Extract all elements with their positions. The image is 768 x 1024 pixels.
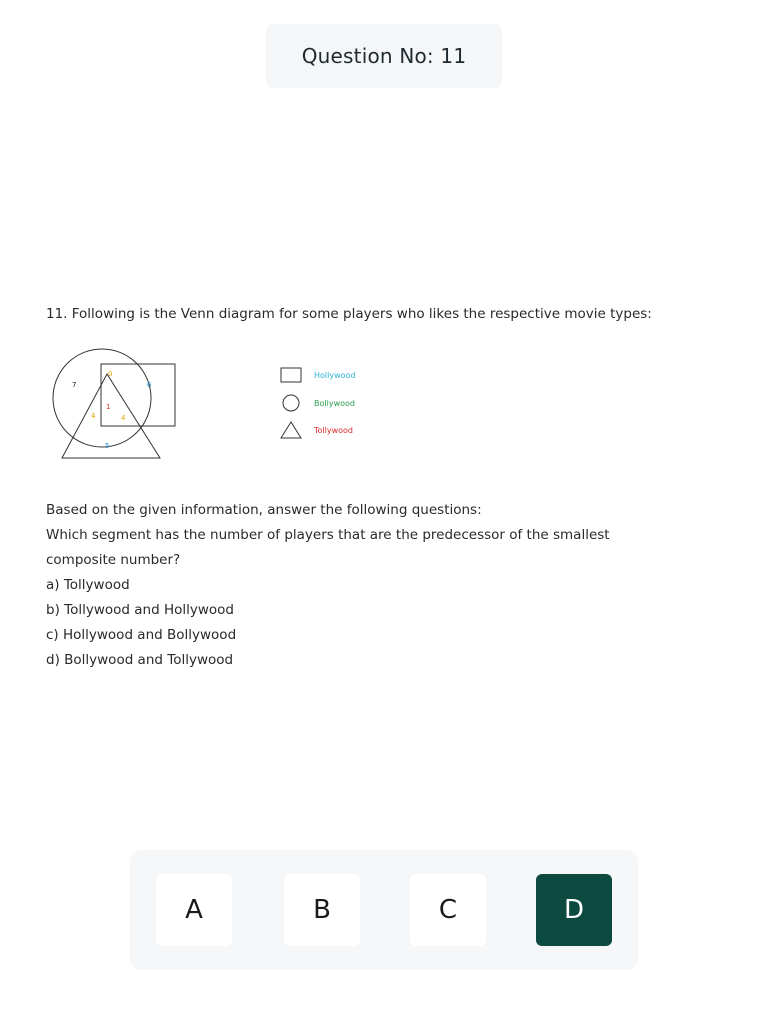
question-number-header	[266, 24, 502, 88]
question-body	[46, 498, 726, 673]
option-text-d: d) Bollywood and Tollywood	[46, 652, 234, 668]
option-text-b: b) Tollywood and Hollywood	[46, 602, 234, 618]
region-bollywood-only: 7	[72, 381, 77, 389]
tollywood-triangle	[62, 374, 160, 458]
region-hollywood-bollywood: 0	[108, 370, 113, 378]
region-tollywood-only: 5	[105, 442, 110, 450]
answer-button-b[interactable]: B	[284, 874, 360, 946]
answer-button-a[interactable]: A	[156, 874, 232, 946]
answer-button-d[interactable]: D	[536, 874, 612, 946]
region-hollywood-only: 6	[147, 381, 152, 389]
region-all-three: 1	[106, 403, 111, 411]
circle-icon	[283, 395, 299, 411]
question-line-1: Which segment has the number of players that are the predecessor of the smallest	[46, 527, 610, 543]
instruction-line: Based on the given information, answer the following questions:	[46, 502, 482, 518]
legend-hollywood: Hollywood	[314, 371, 356, 380]
answer-button-c[interactable]: C	[410, 874, 486, 946]
question-number-label: Question No: 11	[301, 44, 467, 68]
triangle-icon	[281, 422, 301, 438]
venn-diagram	[44, 346, 184, 464]
question-intro: 11. Following is the Venn diagram for some players who likes the respective movie types:	[46, 306, 652, 322]
legend-tollywood: Tollywood	[314, 426, 354, 435]
answer-panel	[130, 850, 638, 970]
option-text-a: a) Tollywood	[46, 577, 130, 593]
venn-legend	[280, 363, 390, 443]
region-bollywood-tollywood: 4	[91, 412, 96, 420]
region-hollywood-tollywood: 4	[121, 414, 126, 422]
option-text-c: c) Hollywood and Bollywood	[46, 627, 237, 643]
square-icon	[281, 368, 301, 382]
legend-bollywood: Bollywood	[314, 399, 355, 408]
question-line-2: composite number?	[46, 552, 181, 568]
